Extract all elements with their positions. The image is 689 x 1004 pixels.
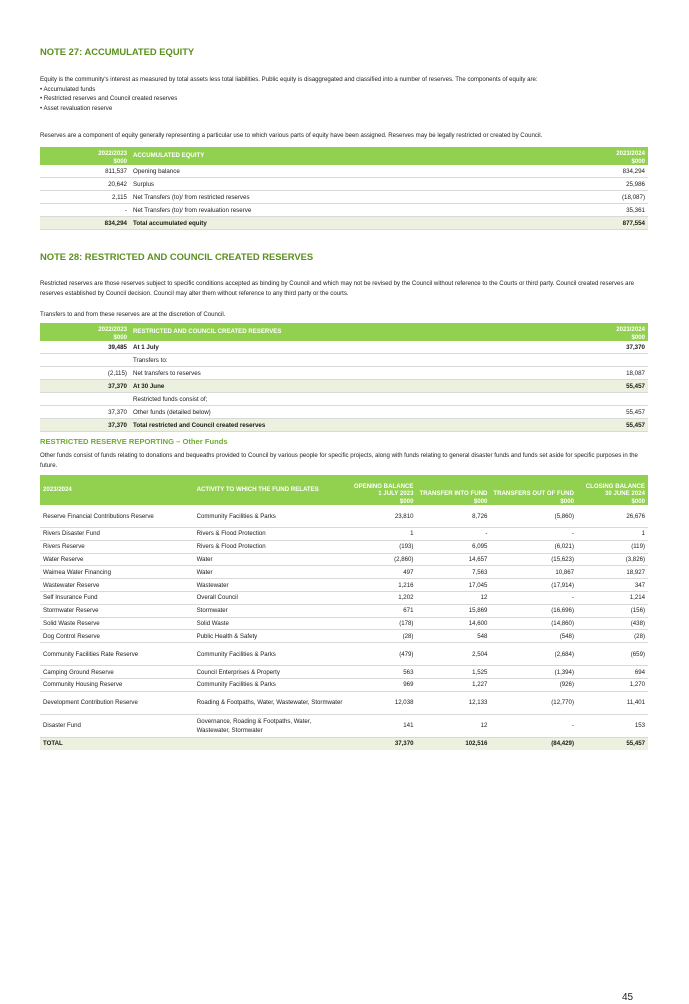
transfer-into: 14,600	[416, 617, 490, 630]
closing-balance: 26,676	[577, 505, 648, 528]
reporting-para-block	[40, 451, 648, 470]
transfer-out: (14,860)	[490, 617, 577, 630]
fund-name: Rivers Disaster Fund	[40, 528, 194, 541]
closing-balance: 347	[577, 579, 648, 592]
table-row	[40, 617, 648, 630]
table-row	[40, 354, 648, 367]
transfer-out: (2,684)	[490, 643, 577, 666]
closing-balance: 694	[577, 666, 648, 679]
header-closing: CLOSING BALANCE 30 JUNE 2024 $000	[577, 475, 648, 505]
row-label: Surplus	[130, 178, 558, 191]
total-label: TOTAL	[40, 737, 194, 749]
row-label: At 30 June	[130, 380, 558, 393]
fund-name: Rivers Reserve	[40, 540, 194, 553]
table-header	[40, 323, 648, 341]
accumulated-equity-table	[40, 147, 648, 230]
transfer-out: -	[490, 528, 577, 541]
row-label: Restricted funds consist of;	[130, 393, 558, 406]
closing-balance: (119)	[577, 540, 648, 553]
header-curr-year: 2023/2024 $000	[558, 147, 648, 165]
fund-activity: Council Enterprises & Property	[194, 666, 349, 679]
closing-balance: 1	[577, 528, 648, 541]
closing-balance: 11,401	[577, 691, 648, 714]
note28-para1: Restricted reserves are those reserves subject to specific conditions accepted as binding by Council and which may not be revised by the Council without reference to the Courts or third party. Council created reserves are reserves established by Council decision. Council may alter them without reference to any third party or the courts.	[40, 280, 634, 297]
transfer-into: 14,657	[416, 553, 490, 566]
note28-title: NOTE 28: RESTRICTED AND COUNCIL CREATED RESERVES	[40, 251, 314, 262]
reporting-title: RESTRICTED RESERVE REPORTING – Other Funds	[40, 437, 228, 446]
restricted-reserves-table	[40, 323, 648, 432]
transfer-into: 15,869	[416, 604, 490, 617]
table-row	[40, 691, 648, 714]
table-row	[40, 419, 648, 432]
table-row	[40, 604, 648, 617]
closing-balance: 1,270	[577, 678, 648, 691]
header-curr-year: 2023/2024 $000	[558, 323, 648, 341]
table-row	[40, 714, 648, 737]
total-opening: 37,370	[349, 737, 417, 749]
prev-year-value: 2,115	[40, 191, 130, 204]
fund-activity: Governance, Roading & Footpaths, Water, Wastewater, Stormwater	[194, 714, 349, 737]
curr-year-value	[558, 354, 648, 367]
fund-name: Development Contribution Reserve	[40, 691, 194, 714]
row-label: Net Transfers (to)/ from restricted reserves	[130, 191, 558, 204]
note28-para2: Transfers to and from these reserves are at the discretion of Council.	[40, 311, 226, 318]
transfer-out: (6,021)	[490, 540, 577, 553]
note27-para2-block	[40, 131, 648, 141]
fund-name: Reserve Financial Contributions Reserve	[40, 505, 194, 528]
row-label: Opening balance	[130, 165, 558, 178]
table-row	[40, 165, 648, 178]
curr-year-value	[558, 393, 648, 406]
transfer-out: (12,770)	[490, 691, 577, 714]
curr-year-value: 25,986	[558, 178, 648, 191]
opening-balance: 563	[349, 666, 417, 679]
total-row	[40, 737, 648, 749]
prev-year-value: 20,642	[40, 178, 130, 191]
transfer-into: 2,504	[416, 643, 490, 666]
fund-name: Stormwater Reserve	[40, 604, 194, 617]
table-row	[40, 505, 648, 528]
curr-year-value: 834,294	[558, 165, 648, 178]
note27-intro: Equity is the community's interest as measured by total assets less total liabilities. Public equity is disaggregated and classified into a number of reserves. The components of equity are:	[40, 76, 538, 83]
transfer-into: 7,563	[416, 566, 490, 579]
row-label: Transfers to:	[130, 354, 558, 367]
header-year: 2023/2024	[40, 475, 194, 505]
table-row	[40, 178, 648, 191]
curr-year-value: (18,087)	[558, 191, 648, 204]
fund-activity: Community Facilities & Parks	[194, 678, 349, 691]
fund-activity: Rivers & Flood Protection	[194, 528, 349, 541]
opening-balance: 497	[349, 566, 417, 579]
table-row	[40, 591, 648, 604]
table-row	[40, 678, 648, 691]
header-prev-year: 2022/2023 $000	[40, 147, 130, 165]
transfer-into: -	[416, 528, 490, 541]
note27-intro-block	[40, 75, 648, 113]
fund-name: Dog Control Reserve	[40, 630, 194, 643]
prev-year-value	[40, 393, 130, 406]
table-row	[40, 393, 648, 406]
row-label: Other funds (detailed below)	[130, 406, 558, 419]
header-activity: ACTIVITY TO WHICH THE FUND RELATES	[194, 475, 349, 505]
fund-activity: Solid Waste	[194, 617, 349, 630]
transfer-out: (1,394)	[490, 666, 577, 679]
fund-name: Waimea Water Financing	[40, 566, 194, 579]
total-activity-empty	[194, 737, 349, 749]
table-row	[40, 666, 648, 679]
note28-para1-block	[40, 279, 648, 298]
transfer-out: (17,914)	[490, 579, 577, 592]
fund-name: Disaster Fund	[40, 714, 194, 737]
transfer-out: (16,696)	[490, 604, 577, 617]
curr-year-value: 55,457	[558, 406, 648, 419]
opening-balance: (28)	[349, 630, 417, 643]
prev-year-value: 37,370	[40, 419, 130, 432]
table-row	[40, 630, 648, 643]
transfer-out: (15,623)	[490, 553, 577, 566]
transfer-into: 1,227	[416, 678, 490, 691]
table-row	[40, 341, 648, 354]
transfer-out: (548)	[490, 630, 577, 643]
row-label: Total accumulated equity	[130, 217, 558, 230]
note27-bullet: • Accumulated funds	[40, 85, 96, 93]
prev-year-value: 37,370	[40, 406, 130, 419]
closing-balance: (3,826)	[577, 553, 648, 566]
closing-balance: 1,214	[577, 591, 648, 604]
total-closing: 55,457	[577, 737, 648, 749]
prev-year-value: 834,294	[40, 217, 130, 230]
other-funds-table	[40, 475, 648, 750]
curr-year-value: 877,554	[558, 217, 648, 230]
fund-activity: Community Facilities & Parks	[194, 505, 349, 528]
fund-activity: Overall Council	[194, 591, 349, 604]
fund-activity: Wastewater	[194, 579, 349, 592]
header-out: TRANSFERS OUT OF FUND $000	[490, 475, 577, 505]
total-out: (84,429)	[490, 737, 577, 749]
closing-balance: (659)	[577, 643, 648, 666]
closing-balance: (28)	[577, 630, 648, 643]
fund-activity: Water	[194, 553, 349, 566]
fund-name: Community Housing Reserve	[40, 678, 194, 691]
fund-activity: Roading & Footpaths, Water, Wastewater, Stormwater	[194, 691, 349, 714]
prev-year-value: 37,370	[40, 380, 130, 393]
opening-balance: 1,216	[349, 579, 417, 592]
row-label: At 1 July	[130, 341, 558, 354]
header-title: ACCUMULATED EQUITY	[130, 147, 558, 165]
curr-year-value: 18,087	[558, 367, 648, 380]
curr-year-value: 55,457	[558, 380, 648, 393]
table-row	[40, 579, 648, 592]
fund-activity: Community Facilities & Parks	[194, 643, 349, 666]
note28-para2-block	[40, 310, 648, 320]
curr-year-value: 35,361	[558, 204, 648, 217]
opening-balance: (178)	[349, 617, 417, 630]
transfer-out: -	[490, 714, 577, 737]
table-row	[40, 566, 648, 579]
transfer-into: 12	[416, 714, 490, 737]
table-row	[40, 191, 648, 204]
fund-name: Community Facilities Rate Reserve	[40, 643, 194, 666]
table-row	[40, 217, 648, 230]
table-row	[40, 553, 648, 566]
curr-year-value: 55,457	[558, 419, 648, 432]
transfer-into: 12	[416, 591, 490, 604]
curr-year-value: 37,370	[558, 341, 648, 354]
opening-balance: 141	[349, 714, 417, 737]
transfer-into: 8,726	[416, 505, 490, 528]
table-row	[40, 367, 648, 380]
prev-year-value: -	[40, 204, 130, 217]
prev-year-value: 39,485	[40, 341, 130, 354]
transfer-into: 548	[416, 630, 490, 643]
opening-balance: 671	[349, 604, 417, 617]
closing-balance: 18,927	[577, 566, 648, 579]
fund-activity: Rivers & Flood Protection	[194, 540, 349, 553]
closing-balance: (438)	[577, 617, 648, 630]
fund-name: Self Insurance Fund	[40, 591, 194, 604]
fund-name: Wastewater Reserve	[40, 579, 194, 592]
row-label: Total restricted and Council created reserves	[130, 419, 558, 432]
prev-year-value: 811,537	[40, 165, 130, 178]
transfer-into: 17,045	[416, 579, 490, 592]
opening-balance: 23,810	[349, 505, 417, 528]
page-number: 45	[622, 992, 634, 1003]
transfer-into: 6,095	[416, 540, 490, 553]
header-prev-year: 2022/2023 $000	[40, 323, 130, 341]
header-title: RESTRICTED AND COUNCIL CREATED RESERVES	[130, 323, 558, 341]
fund-activity: Water	[194, 566, 349, 579]
opening-balance: 1	[349, 528, 417, 541]
opening-balance: 1,202	[349, 591, 417, 604]
fund-name: Solid Waste Reserve	[40, 617, 194, 630]
opening-balance: 969	[349, 678, 417, 691]
row-label: Net transfers to reserves	[130, 367, 558, 380]
opening-balance: (193)	[349, 540, 417, 553]
table-header	[40, 475, 648, 505]
table-row	[40, 540, 648, 553]
note27-bullet: • Restricted reserves and Council created reserves	[40, 95, 178, 102]
prev-year-value: (2,115)	[40, 367, 130, 380]
note27-bullet: • Asset revaluation reserve	[40, 104, 113, 112]
closing-balance: (156)	[577, 604, 648, 617]
table-row	[40, 406, 648, 419]
header-into: TRANSFER INTO FUND $000	[416, 475, 490, 505]
table-row	[40, 643, 648, 666]
transfer-out: (5,860)	[490, 505, 577, 528]
transfer-out: (926)	[490, 678, 577, 691]
opening-balance: (2,860)	[349, 553, 417, 566]
closing-balance: 153	[577, 714, 648, 737]
fund-name: Camping Ground Reserve	[40, 666, 194, 679]
row-label: Net Transfers (to)/ from revaluation reserve	[130, 204, 558, 217]
fund-name: Water Reserve	[40, 553, 194, 566]
table-row	[40, 528, 648, 541]
note27-title: NOTE 27: ACCUMULATED EQUITY	[40, 46, 195, 57]
transfer-into: 12,133	[416, 691, 490, 714]
prev-year-value	[40, 354, 130, 367]
table-row	[40, 380, 648, 393]
opening-balance: (479)	[349, 643, 417, 666]
reporting-para: Other funds consist of funds relating to donations and bequeaths provided to Council by various people for specific projects, along with funds relating to general disaster funds and funds set aside for specific purposes in the future.	[40, 452, 638, 469]
header-opening: OPENING BALANCE 1 JULY 2023 $000	[349, 475, 417, 505]
table-header	[40, 147, 648, 165]
table-row	[40, 204, 648, 217]
fund-activity: Public Health & Safety	[194, 630, 349, 643]
fund-activity: Stormwater	[194, 604, 349, 617]
opening-balance: 12,038	[349, 691, 417, 714]
transfer-into: 1,525	[416, 666, 490, 679]
total-into: 102,516	[416, 737, 490, 749]
transfer-out: 10,867	[490, 566, 577, 579]
note27-para2: Reserves are a component of equity generally representing a particular use to which various parts of equity have been assigned. Reserves may be legally restricted or created by Council.	[40, 132, 543, 139]
transfer-out: -	[490, 591, 577, 604]
